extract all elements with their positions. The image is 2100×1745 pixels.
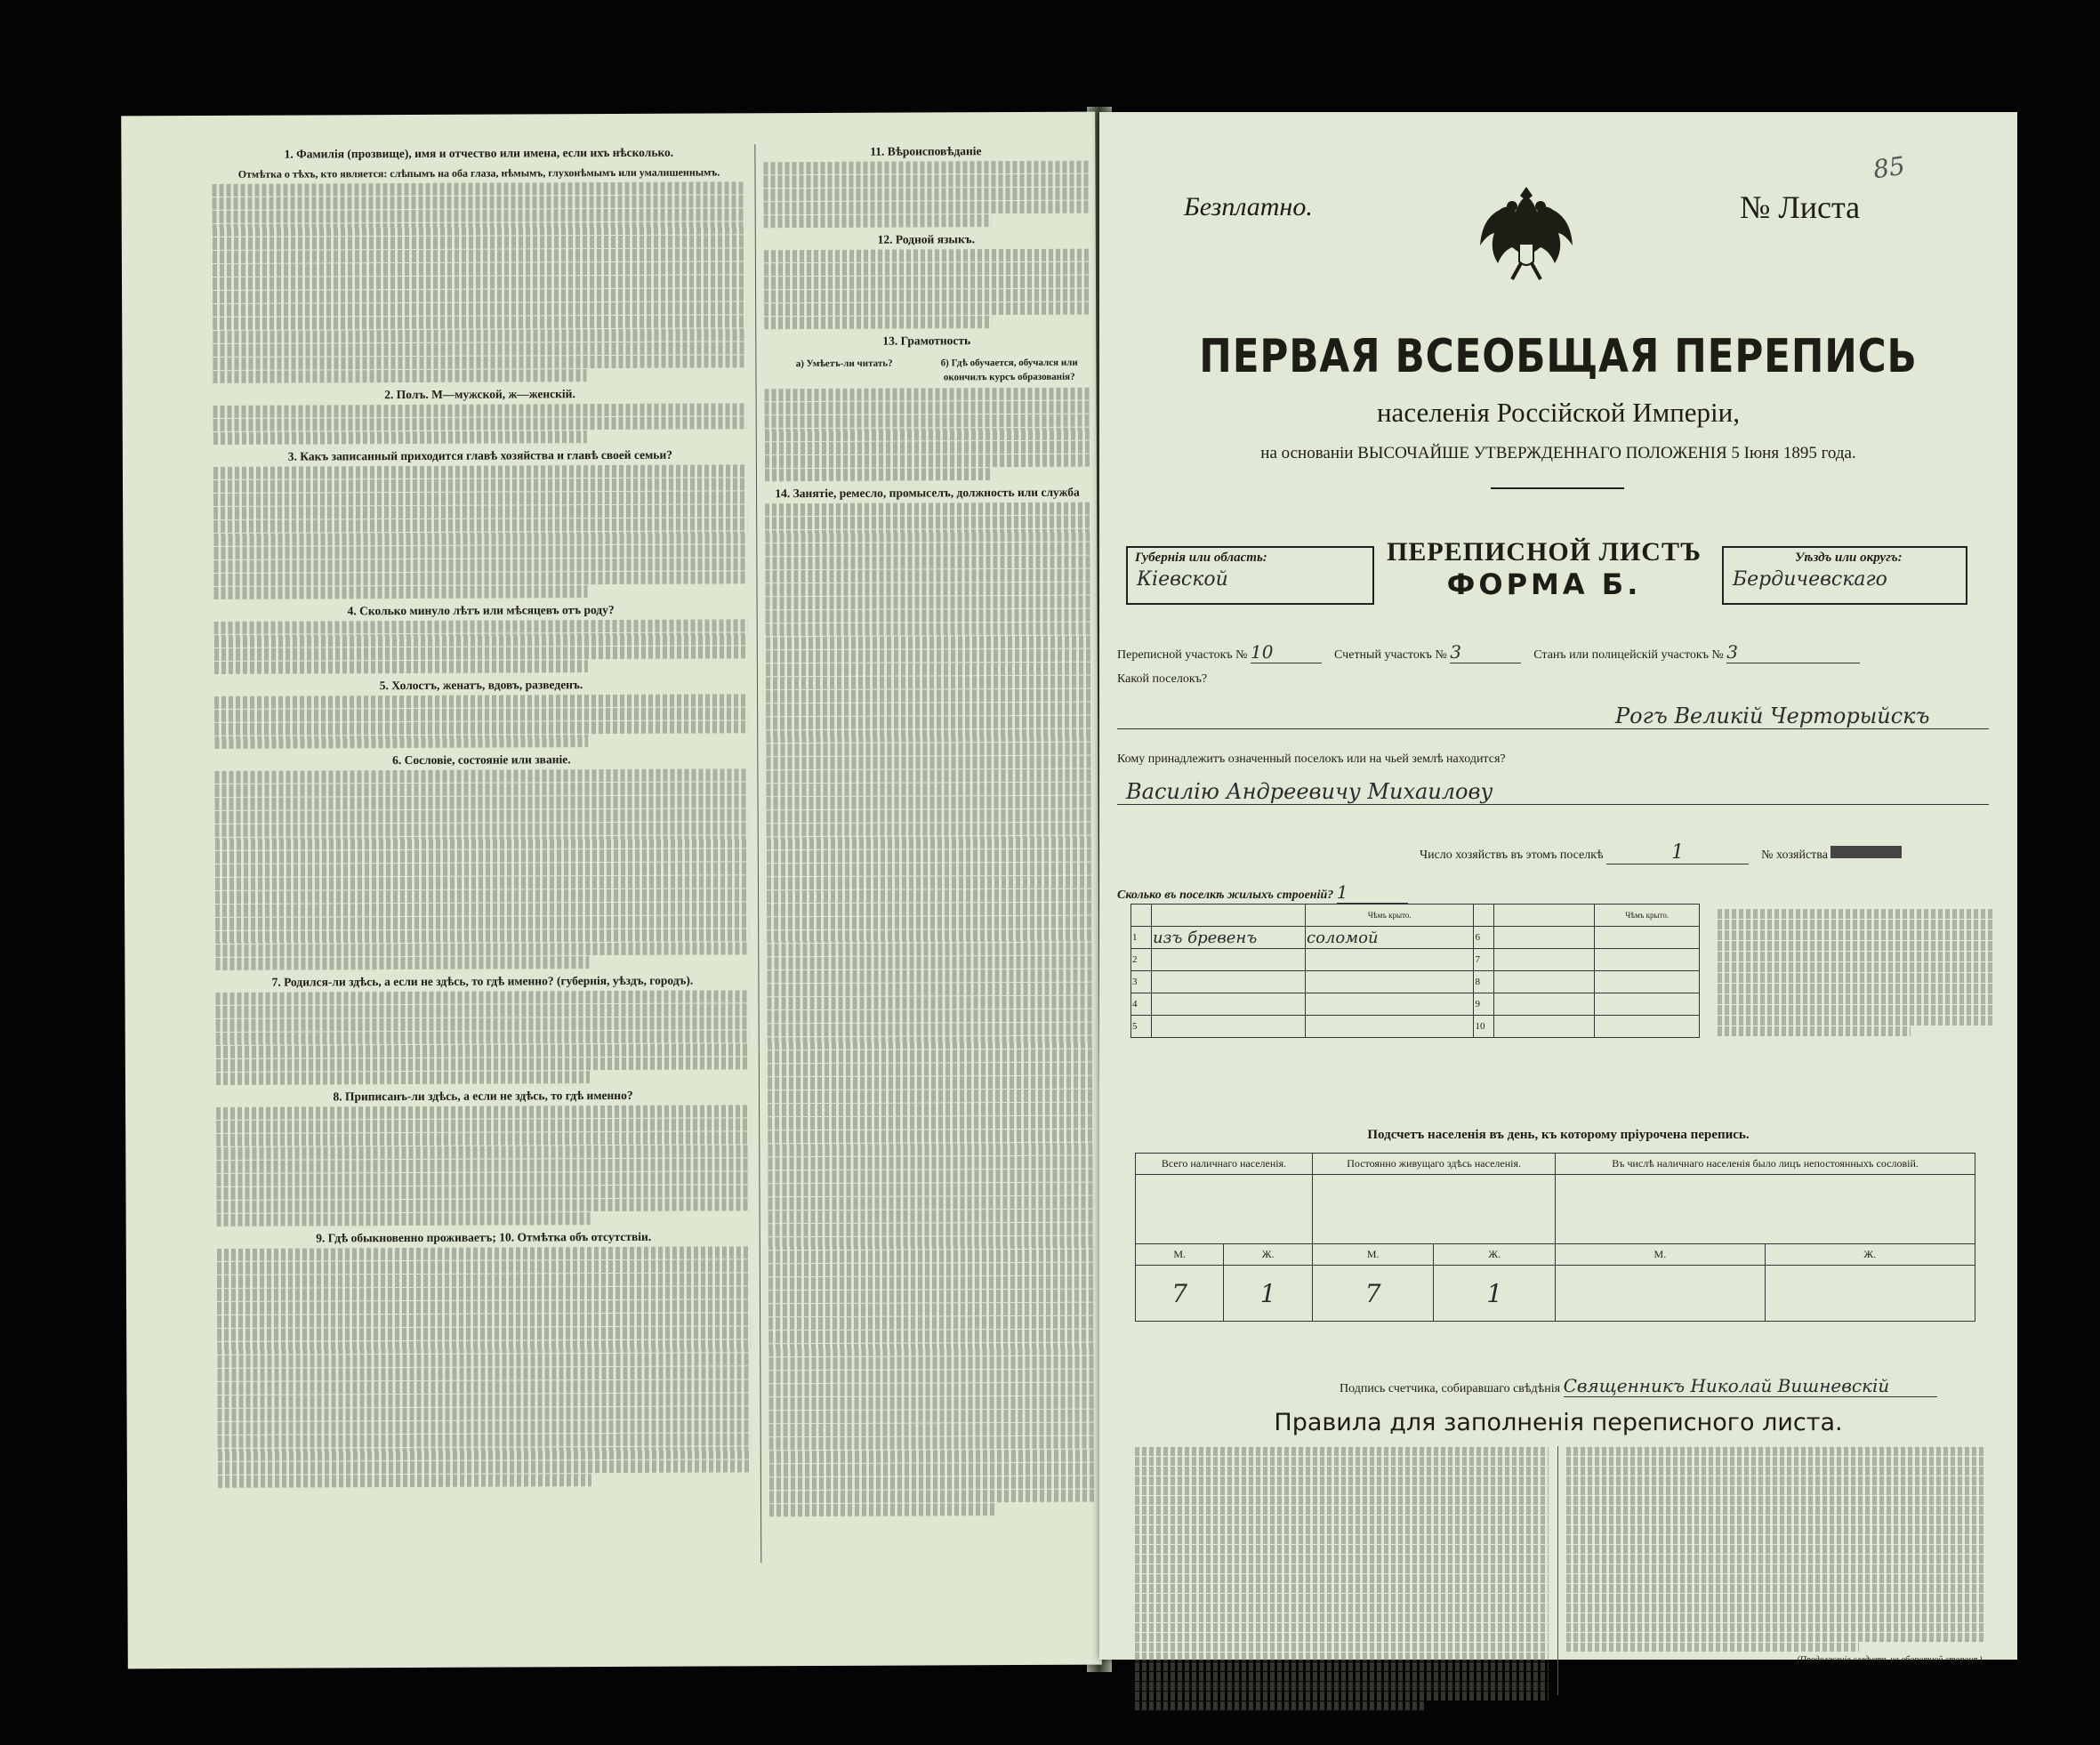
section-heading: 9. Гдѣ обыкновенно проживаетъ; 10. Отмѣтка объ отсутствіи. (316, 1229, 652, 1245)
stan-value[interactable]: 3 (1726, 641, 1860, 663)
left-column-a (212, 140, 752, 1489)
uezd-box (1722, 546, 1967, 605)
buildings-label: Сколько въ поселкѣ жилыхъ строеній? (1117, 889, 1334, 902)
section-heading: 14. Занятіе, ремесло, промыселъ, должность или служба (775, 485, 1080, 501)
form-title-block (1380, 537, 1709, 608)
decree-line: на основаніи ВЫСОЧАЙШЕ УТВЕРЖДЕННАГО ПОЛОЖЕНІЯ 5 Іюня 1895 года. (1260, 444, 1856, 462)
buildings-note (1718, 908, 1993, 1037)
table-row: 3 8 (1131, 971, 1700, 993)
right-page (1099, 112, 2017, 1665)
free-label: Безплатно. (1184, 192, 1313, 221)
schetny-value[interactable]: 3 (1450, 641, 1521, 663)
owner-value[interactable]: Василію Андреевичу Михаилову (1117, 779, 1989, 805)
schetny-label: Счетный участокъ № (1334, 648, 1447, 662)
section-heading: 6. Сословіе, состояніе или званіе. (392, 752, 571, 768)
section-heading: 5. Холостъ, женатъ, вдовъ, разведенъ. (379, 678, 583, 693)
gubernia-value[interactable]: Кіевской (1137, 568, 1228, 591)
totals-col-present: Всего наличнаго населенія. (1136, 1154, 1313, 1175)
perepisnoy-value[interactable]: 10 (1251, 641, 1322, 663)
total-nonpermanent-f[interactable] (1765, 1266, 1975, 1322)
counter-label: Подпись счетчика, собиравшаго свѣдѣнія (1340, 1382, 1561, 1395)
households-line (1420, 841, 1902, 864)
owner-label: Кому принадлежитъ означенный поселокъ или на чьей землѣ находится? (1117, 752, 1506, 766)
subtitle: населенія Россійской Имперіи, (1376, 397, 1741, 428)
section-subheading: а) Умѣетъ-ли читать? (795, 358, 893, 370)
section-heading: 11. Вѣроисповѣданіе (870, 144, 982, 158)
rules-title: Правила для заполненія переписного листа. (1274, 1409, 1843, 1436)
household-number-label: № хозяйства (1761, 848, 1828, 862)
uezd-value[interactable]: Бердичевскаго (1733, 568, 1887, 591)
gubernia-label: Губернія или область: (1135, 551, 1267, 565)
counter-signature-line (1340, 1375, 1937, 1397)
totals-col-nonpermanent: Въ числѣ наличнаго населенія было лицъ непостоянныхъ сословій. (1556, 1154, 1975, 1175)
title-divider (1491, 487, 1624, 489)
buildings-line (1117, 881, 1408, 904)
section-heading: 3. Какъ записанный приходится главѣ хозяйства и главѣ своей семьи? (287, 447, 672, 463)
table-row: 1 изъ бревенъ соломой 6 (1131, 927, 1700, 949)
buildings-table (1130, 904, 1700, 1038)
section-heading: 13. Грамотность (882, 334, 971, 348)
totals-table: Всего наличнаго населенія. Постоянно живущаго здѣсь населенія. Въ числѣ наличнаго населенія было лицъ непостоянныхъ сословій. М. Ж. М. Ж. М. Ж. 7 1 7 1 (1135, 1153, 1975, 1322)
section-heading: 1. Фамилія (прозвище), имя и отчество или имена, если ихъ нѣсколько. (284, 145, 674, 161)
counter-signature[interactable]: Священникъ Николай Вишневскій (1564, 1375, 1937, 1397)
gubernia-box (1126, 546, 1374, 605)
settlement-line (1117, 672, 1998, 687)
totals-heading: Подсчетъ населенія въ день, къ которому пріурочена перепись. (1367, 1128, 1750, 1142)
column-divider (1557, 1446, 1558, 1695)
households-label: Число хозяйствъ въ этомъ поселкѣ (1420, 848, 1604, 862)
total-nonpermanent-m[interactable] (1556, 1266, 1765, 1322)
building-material[interactable]: изъ бревенъ (1152, 927, 1306, 949)
table-row: 2 7 (1131, 949, 1700, 971)
household-number-redacted (1830, 846, 1902, 858)
sheet-number-handwritten: 85 (1871, 150, 1907, 185)
buildings-col-roof: Чѣмъ крыто. (1306, 905, 1474, 927)
district-line (1117, 641, 1860, 663)
section-heading: 4. Сколько минуло лѣтъ или мѣсяцевъ отъ роду? (347, 602, 615, 618)
buildings-col-roof: Чѣмъ крыто. (1595, 905, 1700, 927)
left-column-b (763, 139, 1094, 1518)
section-heading: 7. Родился-ли здѣсь, а если не здѣсь, то гдѣ именно? (губернія, уѣздъ, городъ). (271, 973, 694, 989)
table-row: 5 10 (1131, 1016, 1700, 1038)
rules-column-left (1135, 1446, 1549, 1711)
stan-label: Станъ или полицейскій участокъ № (1533, 648, 1724, 662)
households-value[interactable]: 1 (1606, 841, 1749, 864)
rules-footer: (Продолженіе следуетъ на оборотной сторонѣ). (1797, 1655, 1984, 1665)
total-present-f[interactable]: 1 (1224, 1266, 1313, 1322)
perepisnoy-label: Переписной участокъ № (1117, 648, 1248, 662)
owner-value-line (1117, 779, 1989, 805)
sheet-number-label: № Листа (1740, 189, 1861, 225)
rules-column-right (1566, 1446, 1984, 1667)
left-page (121, 112, 1102, 1669)
totals-col-permanent: Постоянно живущаго здѣсь населенія. (1313, 1154, 1556, 1175)
section-heading: 2. Полъ. М—мужской, ж—женскій. (384, 387, 575, 402)
table-row: 4 9 (1131, 993, 1700, 1016)
section-subheading: Отмѣтка о тѣхъ, кто является: слѣпымъ на оба глаза, нѣмымъ, глухонѣмымъ или умалишеннымъ. (237, 165, 720, 181)
column-divider (754, 144, 761, 1563)
owner-line (1117, 752, 1506, 767)
total-present-m[interactable]: 7 (1136, 1266, 1224, 1322)
settlement-value[interactable]: Рогъ Великій Черторыйскъ (1117, 704, 1989, 729)
form-subtitle: ФОРМА Б. (1446, 567, 1642, 601)
total-permanent-f[interactable]: 1 (1434, 1266, 1556, 1322)
totals-values-row (1136, 1266, 1975, 1322)
section-heading: 8. Приписанъ-ли здѣсь, а если не здѣсь, то гдѣ именно? (333, 1088, 633, 1104)
buildings-value[interactable]: 1 (1337, 881, 1408, 904)
settlement-value-line (1117, 704, 1989, 729)
settlement-hint (1211, 676, 1212, 685)
total-permanent-m[interactable]: 7 (1313, 1266, 1434, 1322)
section-subheading: б) Гдѣ обучается, обучался или окончилъ курсъ образованія? (940, 357, 1078, 383)
settlement-label: Какой поселокъ? (1117, 672, 1208, 686)
building-roof[interactable]: соломой (1306, 927, 1474, 949)
main-title: ПЕРВАЯ ВСЕОБЩАЯ ПЕРЕПИСЬ (1199, 330, 1918, 383)
uezd-label: Уѣздъ или округъ: (1795, 551, 1903, 565)
form-title: ПЕРЕПИСНОЙ ЛИСТЪ (1387, 537, 1702, 567)
section-heading: 12. Родной языкъ. (877, 232, 975, 246)
double-headed-eagle-icon (1473, 174, 1580, 285)
